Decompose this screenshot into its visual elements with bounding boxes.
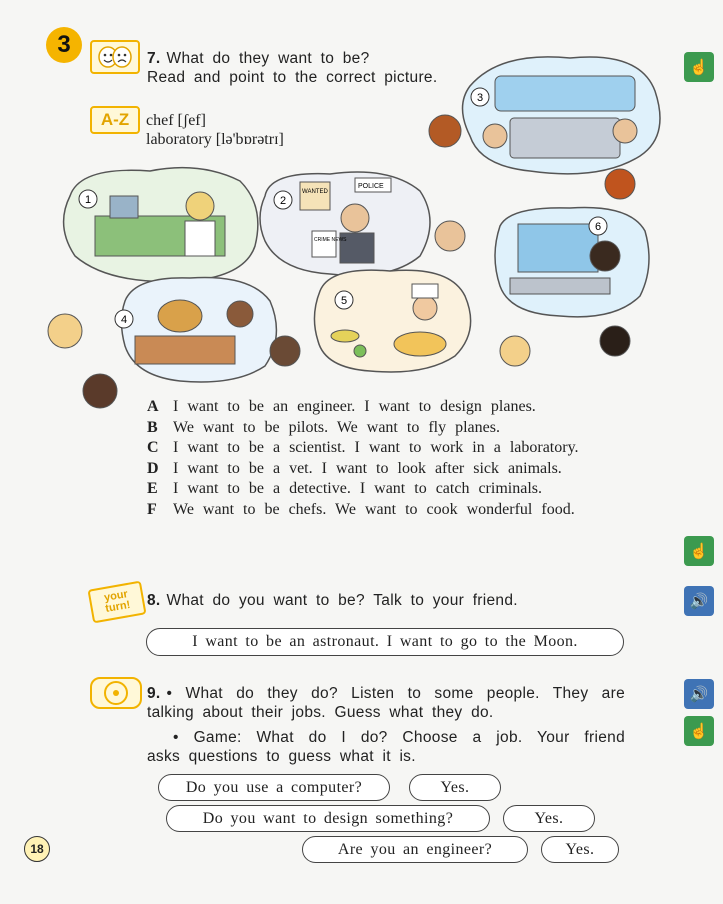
exercise-9-number: 9. (147, 685, 161, 702)
answer-bubble-1: Yes. (409, 774, 501, 801)
unit-badge: 3 (46, 27, 82, 63)
picture-number-2: 2 (279, 195, 287, 207)
exercise-7-line2: Read and point to the correct picture. (147, 69, 438, 86)
sentence-text: We want to be chefs. We want to cook wonderful food. (173, 500, 575, 518)
speaker-icon: 🔊 (689, 686, 709, 703)
exercise-8-number: 8. (147, 592, 161, 609)
picture-number-1: 1 (84, 194, 92, 206)
page-number: 18 (24, 836, 50, 862)
speaker-icon: 🔊 (689, 593, 709, 610)
picture-number-5: 5 (340, 295, 348, 307)
exercise-7-number: 7. (147, 50, 161, 67)
cloud-pilots (463, 57, 661, 174)
sentence-f (147, 500, 625, 521)
hand-icon: ☝ (689, 543, 709, 560)
cd-icon (90, 677, 142, 709)
answer-bubble-2: Yes. (503, 805, 595, 832)
question-bubble-engineer: Are you an engineer? (302, 836, 528, 863)
cloud-chefs (314, 270, 470, 372)
sentence-text: I want to be a detective. I want to catch criminals. (173, 480, 542, 497)
sentence-letter: C (147, 439, 159, 456)
sign-police: POLICE (358, 183, 384, 190)
az-icon: A-Z (90, 106, 140, 134)
exercise-9-text (147, 684, 625, 766)
astronaut-speech-bubble: I want to be an astronaut. I want to go to the Moon. (146, 628, 624, 656)
question-bubble-computer: Do you use a computer? (158, 774, 390, 801)
sentence-e (147, 479, 625, 500)
audio-button-2[interactable] (684, 679, 714, 709)
sentence-letter: E (147, 480, 158, 497)
point-hand-button-3[interactable] (684, 716, 714, 746)
sign-crime-news: CRIME NEWS (314, 237, 347, 243)
vocab-chef: chef [ʃef] (146, 112, 206, 129)
sentence-d (147, 459, 625, 480)
sentence-letter: A (147, 398, 159, 415)
sentence-text: We want to be pilots. We want to fly planes. (173, 418, 500, 436)
sign-wanted: WANTED (302, 189, 328, 195)
sentence-a (147, 397, 625, 418)
exercise-9-line3: • Game: What do I do? Choose a job. Your friend (173, 729, 625, 746)
hand-icon: ☝ (689, 59, 709, 76)
sentence-text: I want to be a scientist. I want to work in a laboratory. (173, 439, 579, 456)
cloud-engineer (495, 207, 649, 316)
question-bubble-design: Do you want to design something? (166, 805, 490, 832)
picture-number-6: 6 (594, 221, 602, 233)
cd-center (113, 690, 119, 696)
point-hand-button-2[interactable] (684, 536, 714, 566)
audio-button-1[interactable] (684, 586, 714, 616)
sentences-list (147, 397, 625, 520)
sentence-letter: B (147, 418, 158, 436)
your-turn-icon: your turn! (87, 581, 146, 624)
exercise-8-heading (147, 591, 518, 610)
sentence-b (147, 418, 625, 439)
exercise-9-line4: asks questions to guess what it is. (147, 748, 416, 765)
hand-icon: ☝ (689, 723, 709, 740)
jobs-illustration (40, 46, 670, 446)
cloud-vet (122, 277, 277, 382)
exercise-7-line1: What do they want to be? (166, 50, 370, 67)
cd-disc (104, 681, 128, 705)
cloud-detective (260, 172, 430, 275)
sentence-letter: F (147, 500, 157, 518)
exercise-8-text: What do you want to be? Talk to your friend. (166, 592, 518, 609)
sentence-letter: D (147, 459, 159, 477)
sentence-text: I want to be an engineer. I want to design planes. (173, 398, 536, 415)
sentence-c (147, 438, 625, 459)
point-hand-button-1[interactable] (684, 52, 714, 82)
cloud-scientist (64, 168, 258, 282)
exercise-9-line1: • What do they do? Listen to some people. They are (166, 685, 625, 702)
exercise-9-line2: talking about their jobs. Guess what they do. (147, 704, 494, 721)
picture-number-4: 4 (120, 314, 128, 326)
sentence-text: I want to be a vet. I want to look after sick animals. (173, 459, 562, 477)
answer-bubble-3: Yes. (541, 836, 619, 863)
vocab-laboratory: laboratory [lə'bɒrətrɪ] (146, 131, 284, 148)
picture-number-3: 3 (476, 92, 484, 104)
